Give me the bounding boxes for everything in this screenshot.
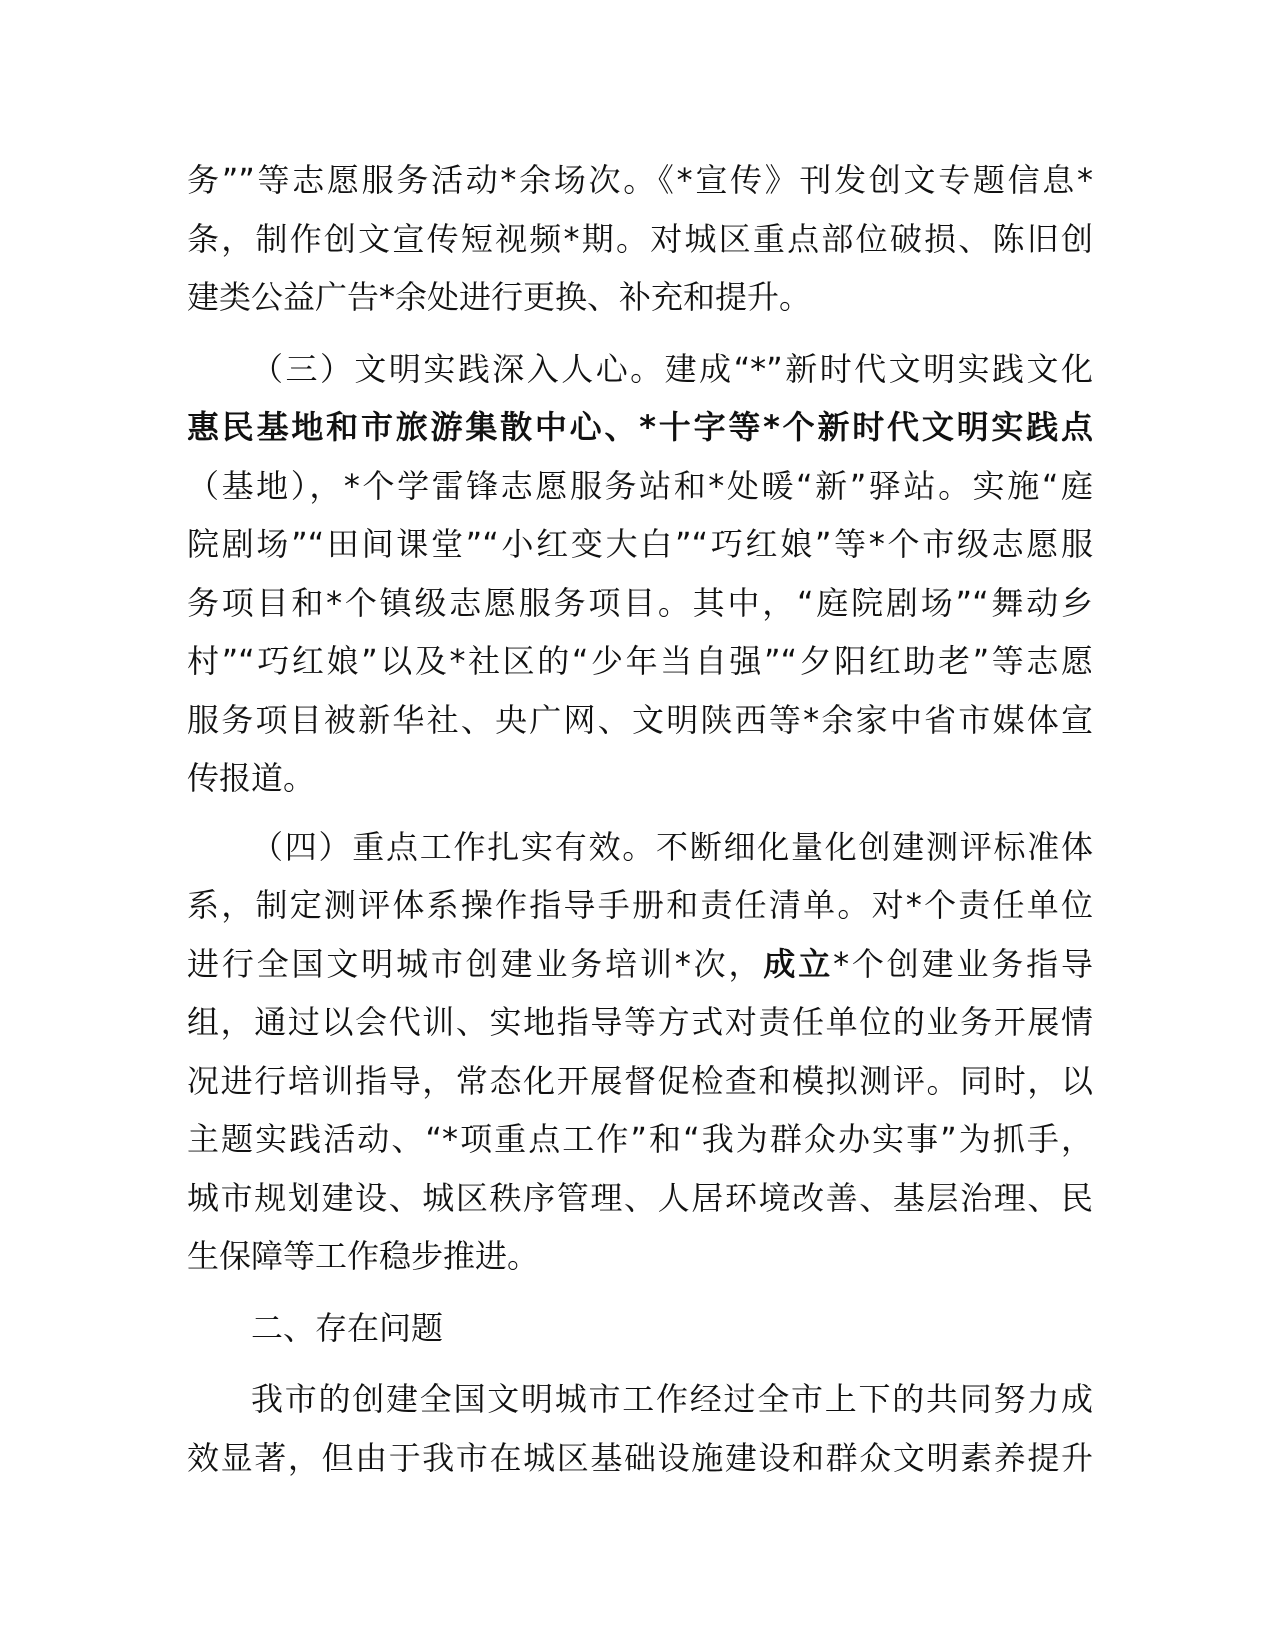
paragraph-problems-intro <box>187 1370 1093 1487</box>
text-line: 效显著，但由于我市在城区基础设施建设和群众文明素养提升 <box>187 1438 1093 1477</box>
text-line <box>187 935 1093 994</box>
text-line: （基地），*个学雷锋志愿服务站和*处暖“新”驿站。实施“庭 <box>187 466 1093 505</box>
text-line: 院剧场”“田间课堂”“小红变大白”“巧红娘”等*个市级志愿服 <box>187 525 1093 563</box>
paragraph-volunteer-publicity <box>187 151 1093 327</box>
text-line: 城市规划建设、城区秩序管理、人居环境改善、基层治理、民 <box>187 1178 1093 1217</box>
text-line: 村”“巧红娘”以及*社区的“少年当自强”“夕阳红助老”等志愿 <box>187 642 1093 680</box>
paragraph-spacer <box>187 808 1093 818</box>
text-line: 主题实践活动、“*项重点工作”和“我为群众办实事”为抓手， <box>187 1120 1093 1158</box>
text-line: （四）重点工作扎实有效。不断细化量化创建测评标准体 <box>251 827 1093 866</box>
text-line: （三）文明实践深入人心。建成“*”新时代文明实践文化 <box>251 349 1093 388</box>
text-line: 传报道。 <box>187 759 316 797</box>
text-segment-bold: 成立 <box>763 944 834 983</box>
text-line: 服务项目被新华社、央广网、文明陕西等*余家中省市媒体宣 <box>187 700 1093 739</box>
paragraph-civilization-practice <box>187 340 1093 808</box>
text-line: 组，通过以会代训、实地指导等方式对责任单位的业务开展情 <box>187 1003 1093 1041</box>
text-line: 务项目和*个镇级志愿服务项目。其中，“庭院剧场”“舞动乡 <box>187 583 1093 622</box>
paragraph-key-work <box>187 818 1093 1286</box>
paragraph-spacer <box>187 1286 1093 1299</box>
text-segment: *个创建业务指导 <box>833 944 1093 983</box>
text-segment: 进行全国文明城市创建业务培训*次， <box>187 944 764 983</box>
text-line: 况进行培训指导，常态化开展督促检查和模拟测评。同时，以 <box>187 1061 1093 1100</box>
document-body <box>187 151 1093 1487</box>
text-line: 惠民基地和市旅游集散中心、*十字等*个新时代文明实践点 <box>187 408 1093 446</box>
paragraph-spacer <box>187 327 1093 340</box>
paragraph-spacer <box>187 1357 1093 1370</box>
text-line: 系，制定测评体系操作指导手册和责任清单。对*个责任单位 <box>187 886 1093 924</box>
text-line: 条，制作创文宣传短视频*期。对城区重点部位破损、陈旧创 <box>187 219 1093 258</box>
section-heading: 二、存在问题 <box>251 1308 444 1347</box>
text-line: 建类公益广告*余处进行更换、补充和提升。 <box>187 278 812 316</box>
text-line: 生保障等工作稳步推进。 <box>187 1237 540 1275</box>
text-line: 务””等志愿服务活动*余场次。《*宣传》刊发创文专题信息* <box>187 161 1093 199</box>
text-line: 我市的创建全国文明城市工作经过全市上下的共同努力成 <box>251 1380 1093 1418</box>
